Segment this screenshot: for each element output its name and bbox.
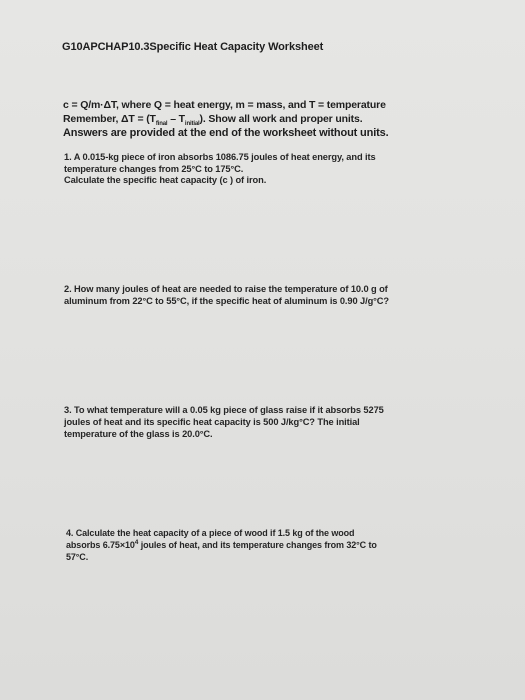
remember-line [63,113,363,128]
remember-text-c: ). Show all work and proper units. [199,113,363,125]
question-1-line-2: temperature changes from 25°C to 175°C. [64,164,244,174]
question-1-line-3: Calculate the specific heat capacity (c ) of iron. [64,175,267,185]
formula-line: c = Q/m·ΔT, where Q = heat energy, m = mass, and T = temperature [63,99,386,111]
question-4-text-a: absorbs 6.75×10 [66,540,135,550]
question-2-line-2: aluminum from 22°C to 55°C, if the specific heat of aluminum is 0.90 J/g°C? [64,296,389,306]
question-2-line-1: 2. How many joules of heat are needed to raise the temperature of 10.0 g of [64,284,388,294]
remember-text-b: – T [167,113,185,125]
question-4-text-b: joules of heat, and its temperature changes from 32°C to [138,540,377,550]
answers-note: Answers are provided at the end of the worksheet without units. [63,127,389,139]
question-4-line-3: 57°C. [66,552,89,562]
question-3-line-3: temperature of the glass is 20.0°C. [64,429,213,439]
question-4-line-1: 4. Calculate the heat capacity of a piece of wood if 1.5 kg of the wood [66,528,355,538]
worksheet-title: G10APCHAP10.3Specific Heat Capacity Worksheet [62,41,324,53]
question-4-line-2 [66,540,377,550]
question-3-line-1: 3. To what temperature will a 0.05 kg piece of glass raise if it absorbs 5275 [64,405,384,415]
question-1-line-1: 1. A 0.015-kg piece of iron absorbs 1086.75 joules of heat energy, and its [64,152,376,162]
exponent: 4 [134,539,139,546]
remember-text-a: Remember, ΔT = (T [63,113,156,125]
initial-subscript: initial [184,121,200,128]
question-3-line-2: joules of heat and its specific heat capacity is 500 J/kg°C? The initial [64,417,360,427]
final-subscript: final [155,121,168,128]
